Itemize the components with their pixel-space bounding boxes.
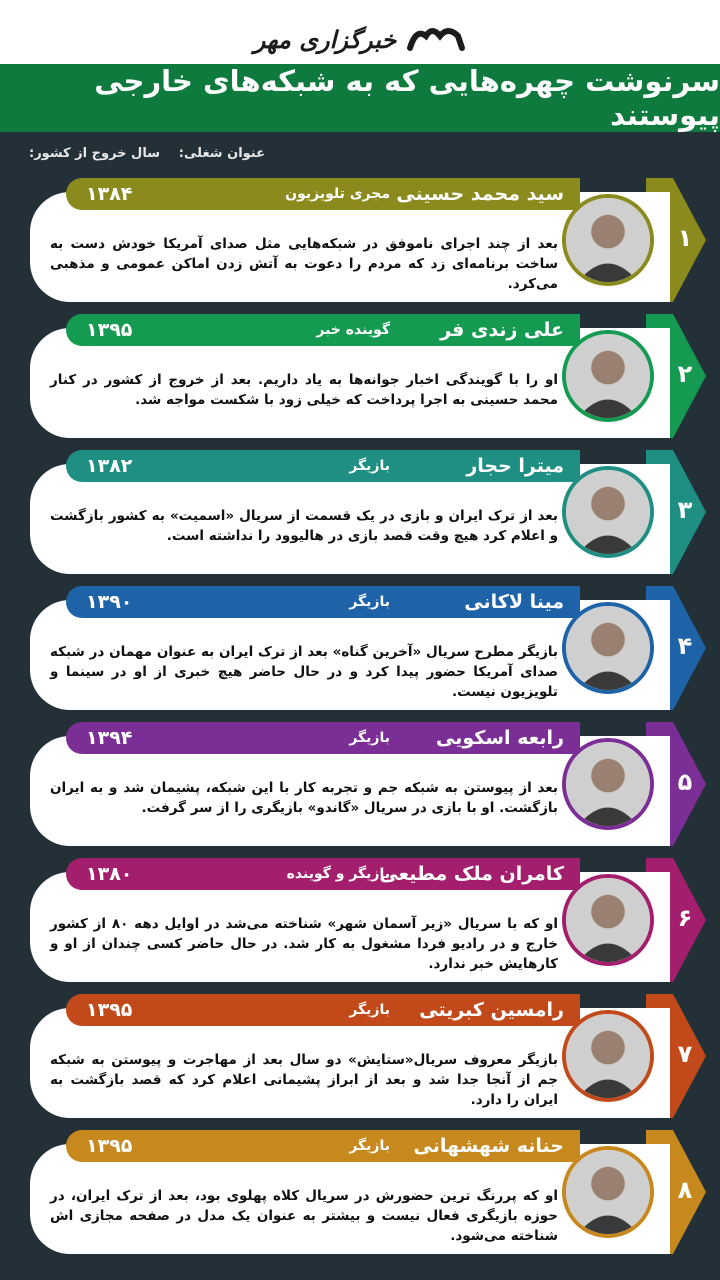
entry-description: او را با گویندگی اخبار جوانه‌ها به یاد داریم. بعد از خروج از کشور در کنار محمد حسینی به اجرا پرداخت که خیلی زود با شکست مواجه شد. — [50, 372, 558, 408]
person-photo — [562, 602, 654, 694]
entry-number: ۶ — [677, 904, 693, 932]
name-bar — [66, 450, 580, 482]
name-bar — [66, 994, 580, 1026]
person-name: سید محمد حسینی — [396, 183, 564, 205]
person-photo — [562, 738, 654, 830]
exit-year: ۱۳۹۵ — [86, 999, 133, 1021]
exit-year: ۱۳۸۰ — [86, 863, 133, 885]
person-silhouette-icon — [566, 470, 650, 554]
legend-year-label: سال خروج از کشور: — [29, 146, 160, 161]
exit-year: ۱۳۸۴ — [86, 183, 133, 205]
header — [0, 0, 720, 132]
entry-description: بعد از چند اجرای ناموفق در شبکه‌هایی مثل صدای آمریکا خودش دست به ساخت برنامه‌ای زد که مردم را دعوت به آتش زدن اماکن عمومی و مذهبی می‌کرد. — [50, 236, 558, 292]
person-silhouette-icon — [566, 742, 650, 826]
person-job: بازیگر — [349, 1002, 390, 1018]
entry-description: او که پررنگ ترین حضورش در سریال کلاه پهلوی بود، بعد از ترک ایران، در حوزه بازیگری فعال نیست و بیشتر به عنوان یک مدل در صفحه مجازی اش شناخته می‌شود. — [50, 1188, 558, 1244]
entry-description: او که با سریال «زیر آسمان شهر» شناخته می‌شد در اوایل دهه ۸۰ از کشور خارج و در رادیو فردا مشغول به کار شد. در حال حاضر کسی چندان از او و کارهایش خبر ندارد. — [50, 916, 558, 972]
name-bar — [66, 586, 580, 618]
exit-year: ۱۳۹۵ — [86, 1135, 133, 1157]
person-silhouette-icon — [566, 878, 650, 962]
name-bar — [66, 314, 580, 346]
person-job: گوینده خبر — [316, 322, 390, 338]
entry-description: بعد از پیوستن به شبکه جم و تجربه کار با این شبکه، پشیمان شد و به ایران بازگشت. او با بازی در سریال «گاندو» بازیگری را از سر گرفت. — [50, 780, 558, 816]
list-item — [30, 994, 706, 1118]
person-name: رابعه اسکویی — [436, 727, 564, 749]
entry-number: ۲ — [677, 360, 693, 388]
person-job: بازیگر و گوینده — [286, 866, 390, 882]
list-item — [30, 178, 706, 302]
entry-number: ۵ — [677, 768, 693, 796]
name-bar — [66, 1130, 580, 1162]
person-name: رامسین کبریتی — [419, 999, 564, 1021]
entry-number: ۱ — [677, 224, 693, 252]
legend — [0, 146, 720, 170]
person-name: علی زندی فر — [440, 319, 564, 341]
exit-year: ۱۳۹۰ — [86, 591, 133, 613]
title-bar — [0, 64, 720, 132]
exit-year: ۱۳۹۵ — [86, 319, 133, 341]
person-photo — [562, 874, 654, 966]
list-item — [30, 1130, 706, 1254]
page-title: سرنوشت چهره‌هایی که به شبکه‌های خارجی پیوستند — [94, 64, 720, 132]
entry-description: بعد از ترک ایران و بازی در یک قسمت از سریال «اسمیت» به کشور بازگشت و اعلام کرد هیچ وقت قصد بازی در هالیوود را نداشته است. — [50, 508, 558, 544]
person-job: بازیگر — [349, 730, 390, 746]
person-silhouette-icon — [566, 1150, 650, 1234]
mehr-logo-icon — [406, 22, 466, 56]
list-item — [30, 450, 706, 574]
person-silhouette-icon — [566, 334, 650, 418]
entry-number: ۳ — [677, 496, 693, 524]
person-photo — [562, 466, 654, 558]
person-name: مینا لاکانی — [464, 591, 564, 613]
exit-year: ۱۳۹۴ — [86, 727, 133, 749]
name-bar — [66, 178, 580, 210]
person-photo — [562, 1010, 654, 1102]
logo — [0, 14, 720, 64]
person-silhouette-icon — [566, 1014, 650, 1098]
entry-description: بازیگر معروف سریال«ستایش» دو سال بعد از مهاجرت و پیوستن به شبکه جم از آنجا جدا شد و بعد از ابراز پشیمانی اعلام کرد که قصد بازگشت به ایران را دارد. — [50, 1052, 558, 1108]
person-job: مجری تلویزیون — [285, 186, 390, 202]
logo-text: خبرگزاری مهر — [253, 24, 397, 54]
name-bar — [66, 858, 580, 890]
person-silhouette-icon — [566, 606, 650, 690]
person-name: کامران ملک مطیعی — [379, 863, 564, 885]
list-item — [30, 722, 706, 846]
person-photo — [562, 1146, 654, 1238]
person-name: حنانه شهشهانی — [413, 1135, 564, 1157]
person-photo — [562, 330, 654, 422]
entry-number: ۷ — [677, 1040, 693, 1068]
entry-number: ۸ — [677, 1176, 693, 1204]
list-item — [30, 586, 706, 710]
person-job: بازیگر — [349, 458, 390, 474]
person-job: بازیگر — [349, 594, 390, 610]
list-item — [30, 858, 706, 982]
entry-number: ۴ — [677, 632, 693, 660]
person-name: میترا حجار — [466, 455, 564, 477]
person-photo — [562, 194, 654, 286]
exit-year: ۱۳۸۲ — [86, 455, 133, 477]
name-bar — [66, 722, 580, 754]
legend-job-label: عنوان شغلی: — [178, 146, 265, 161]
entry-description: بازیگر مطرح سریال «آخرین گناه» بعد از ترک ایران به عنوان مهمان در شبکه صدای آمریکا حضور پیدا کرد و در حال حاضر هیچ خبری از او در سینما و تلویزیون نیست. — [50, 644, 558, 700]
person-silhouette-icon — [566, 198, 650, 282]
person-job: بازیگر — [349, 1138, 390, 1154]
list-item — [30, 314, 706, 438]
